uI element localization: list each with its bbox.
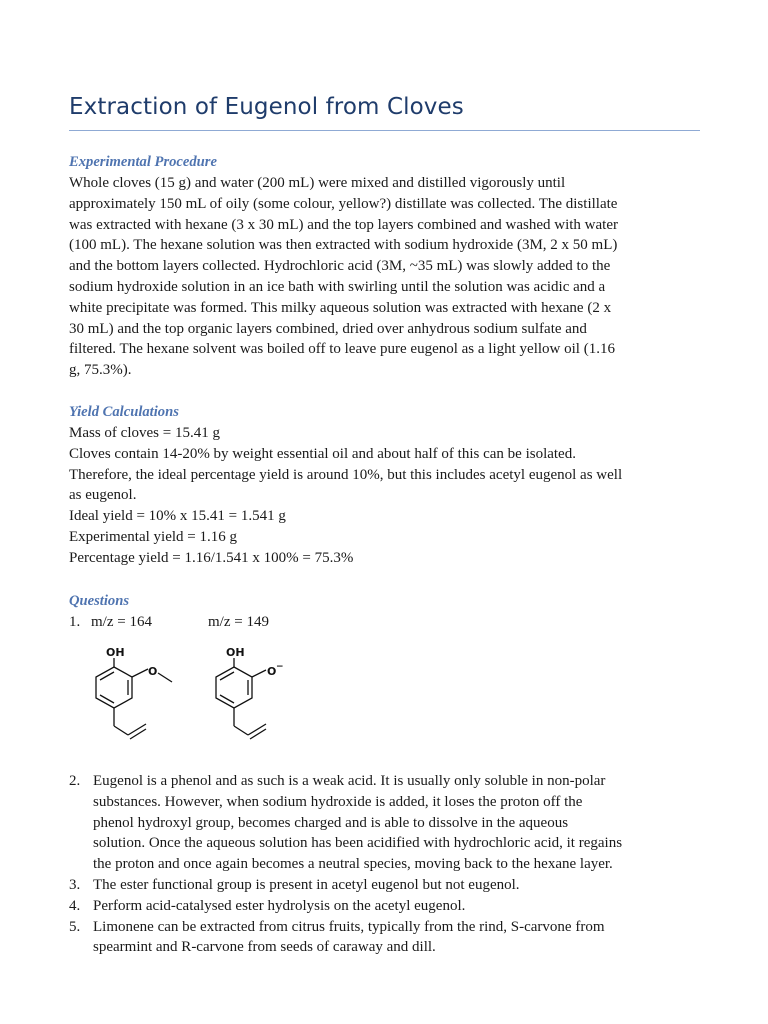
yield-section: [69, 402, 709, 569]
hydroxyl-label: OH: [106, 646, 125, 659]
procedure-line: sodium hydroxide solution in an ice bath with swirling until the solution was acidic and a: [69, 278, 606, 295]
yield-line: Experimental yield = 1.16 g: [69, 528, 238, 545]
mz-value-1: m/z = 164: [91, 614, 152, 630]
answer-line: phenol hydroxyl group, becomes charged and is able to dissolve in the aqueous: [93, 814, 569, 831]
procedure-line: and the bottom layers collected. Hydrochloric acid (3M, ~35 mL) was slowly added to the: [69, 258, 611, 275]
procedure-line: 30 mL) and the top organic layers combined, dried over anhydrous sodium sulfate and: [69, 320, 587, 337]
yield-line: Therefore, the ideal percentage yield is around 10%, but this includes acetyl eugenol as well: [69, 466, 623, 483]
question-1: [69, 612, 709, 633]
question-number: 3.: [69, 876, 81, 893]
questions-section: [69, 591, 709, 633]
negative-charge-label: −: [276, 662, 284, 672]
hydroxyl-label: OH: [226, 646, 245, 659]
yield-line: Cloves contain 14-20% by weight essential oil and about half of this can be isolated.: [69, 445, 576, 462]
question-number: 4.: [69, 897, 81, 914]
answers-list: [69, 771, 709, 958]
answer-line: Eugenol is a phenol and as such is a weak acid. It is usually only soluble in non-polar: [93, 773, 606, 789]
procedure-section: [69, 152, 709, 381]
procedure-paragraph: [69, 173, 709, 381]
procedure-line: g, 75.3%).: [69, 362, 132, 379]
mz-value-2: m/z = 149: [208, 614, 269, 630]
procedure-line: filtered. The hexane solvent was boiled off to leave pure eugenol as a light yellow oil (1.16: [69, 341, 615, 358]
eugenol-structure: [96, 658, 172, 739]
answer-line: Perform acid-catalysed ester hydrolysis on the acetyl eugenol.: [93, 897, 466, 914]
questions-heading: Questions: [69, 593, 130, 609]
procedure-line: white precipitate was formed. This milky aqueous solution was extracted with hexane (2 x: [69, 299, 612, 316]
list-item: [69, 771, 709, 875]
answer-line: solution. Once the aqueous solution has been acidified with hydrochloric acid, it regains: [93, 835, 623, 852]
question-number: 2.: [69, 773, 81, 789]
molecule-structures: [80, 640, 320, 765]
methoxy-oxygen-label: O: [148, 665, 158, 678]
procedure-line: Whole cloves (15 g) and water (200 mL) were mixed and distilled vigorously until: [69, 175, 566, 191]
list-item: [69, 917, 709, 959]
answer-line: the proton and once again becomes a neutral species, moving back to the hexane layer.: [93, 856, 613, 873]
procedure-heading: Experimental Procedure: [69, 154, 217, 170]
yield-line: as eugenol.: [69, 487, 137, 504]
answer-line: spearmint and R-carvone from seeds of caraway and dill.: [93, 939, 436, 956]
fragment-structure: [216, 658, 266, 739]
yield-line: Ideal yield = 10% x 15.41 = 1.541 g: [69, 508, 286, 525]
answer-line: Limonene can be extracted from citrus fruits, typically from the rind, S-carvone from: [93, 918, 605, 935]
page-title: Extraction of Eugenol from Cloves: [69, 94, 464, 120]
yield-line: Percentage yield = 1.16/1.541 x 100% = 75.3%: [69, 549, 354, 566]
question-number: 1.: [69, 614, 81, 630]
question-number: 5.: [69, 918, 81, 935]
list-item: [69, 896, 709, 917]
procedure-line: (100 mL). The hexane solution was then extracted with sodium hydroxide (3M, 2 x 50 mL): [69, 237, 618, 254]
answer-line: substances. However, when sodium hydroxide is added, it loses the proton off the: [93, 793, 583, 810]
yield-heading: Yield Calculations: [69, 404, 179, 420]
title-underline: [69, 130, 700, 131]
yield-line: Mass of cloves = 15.41 g: [69, 425, 220, 441]
list-item: [69, 875, 709, 896]
yield-paragraph: [69, 423, 709, 569]
procedure-line: was extracted with hexane (3 x 30 mL) and the top layers combined and washed with water: [69, 216, 618, 233]
procedure-line: approximately 150 mL of oily (some colour, yellow?) distillate was collected. The distillate: [69, 195, 618, 212]
answer-line: The ester functional group is present in acetyl eugenol but not eugenol.: [93, 876, 520, 893]
oxygen-anion-label: O: [267, 665, 277, 678]
